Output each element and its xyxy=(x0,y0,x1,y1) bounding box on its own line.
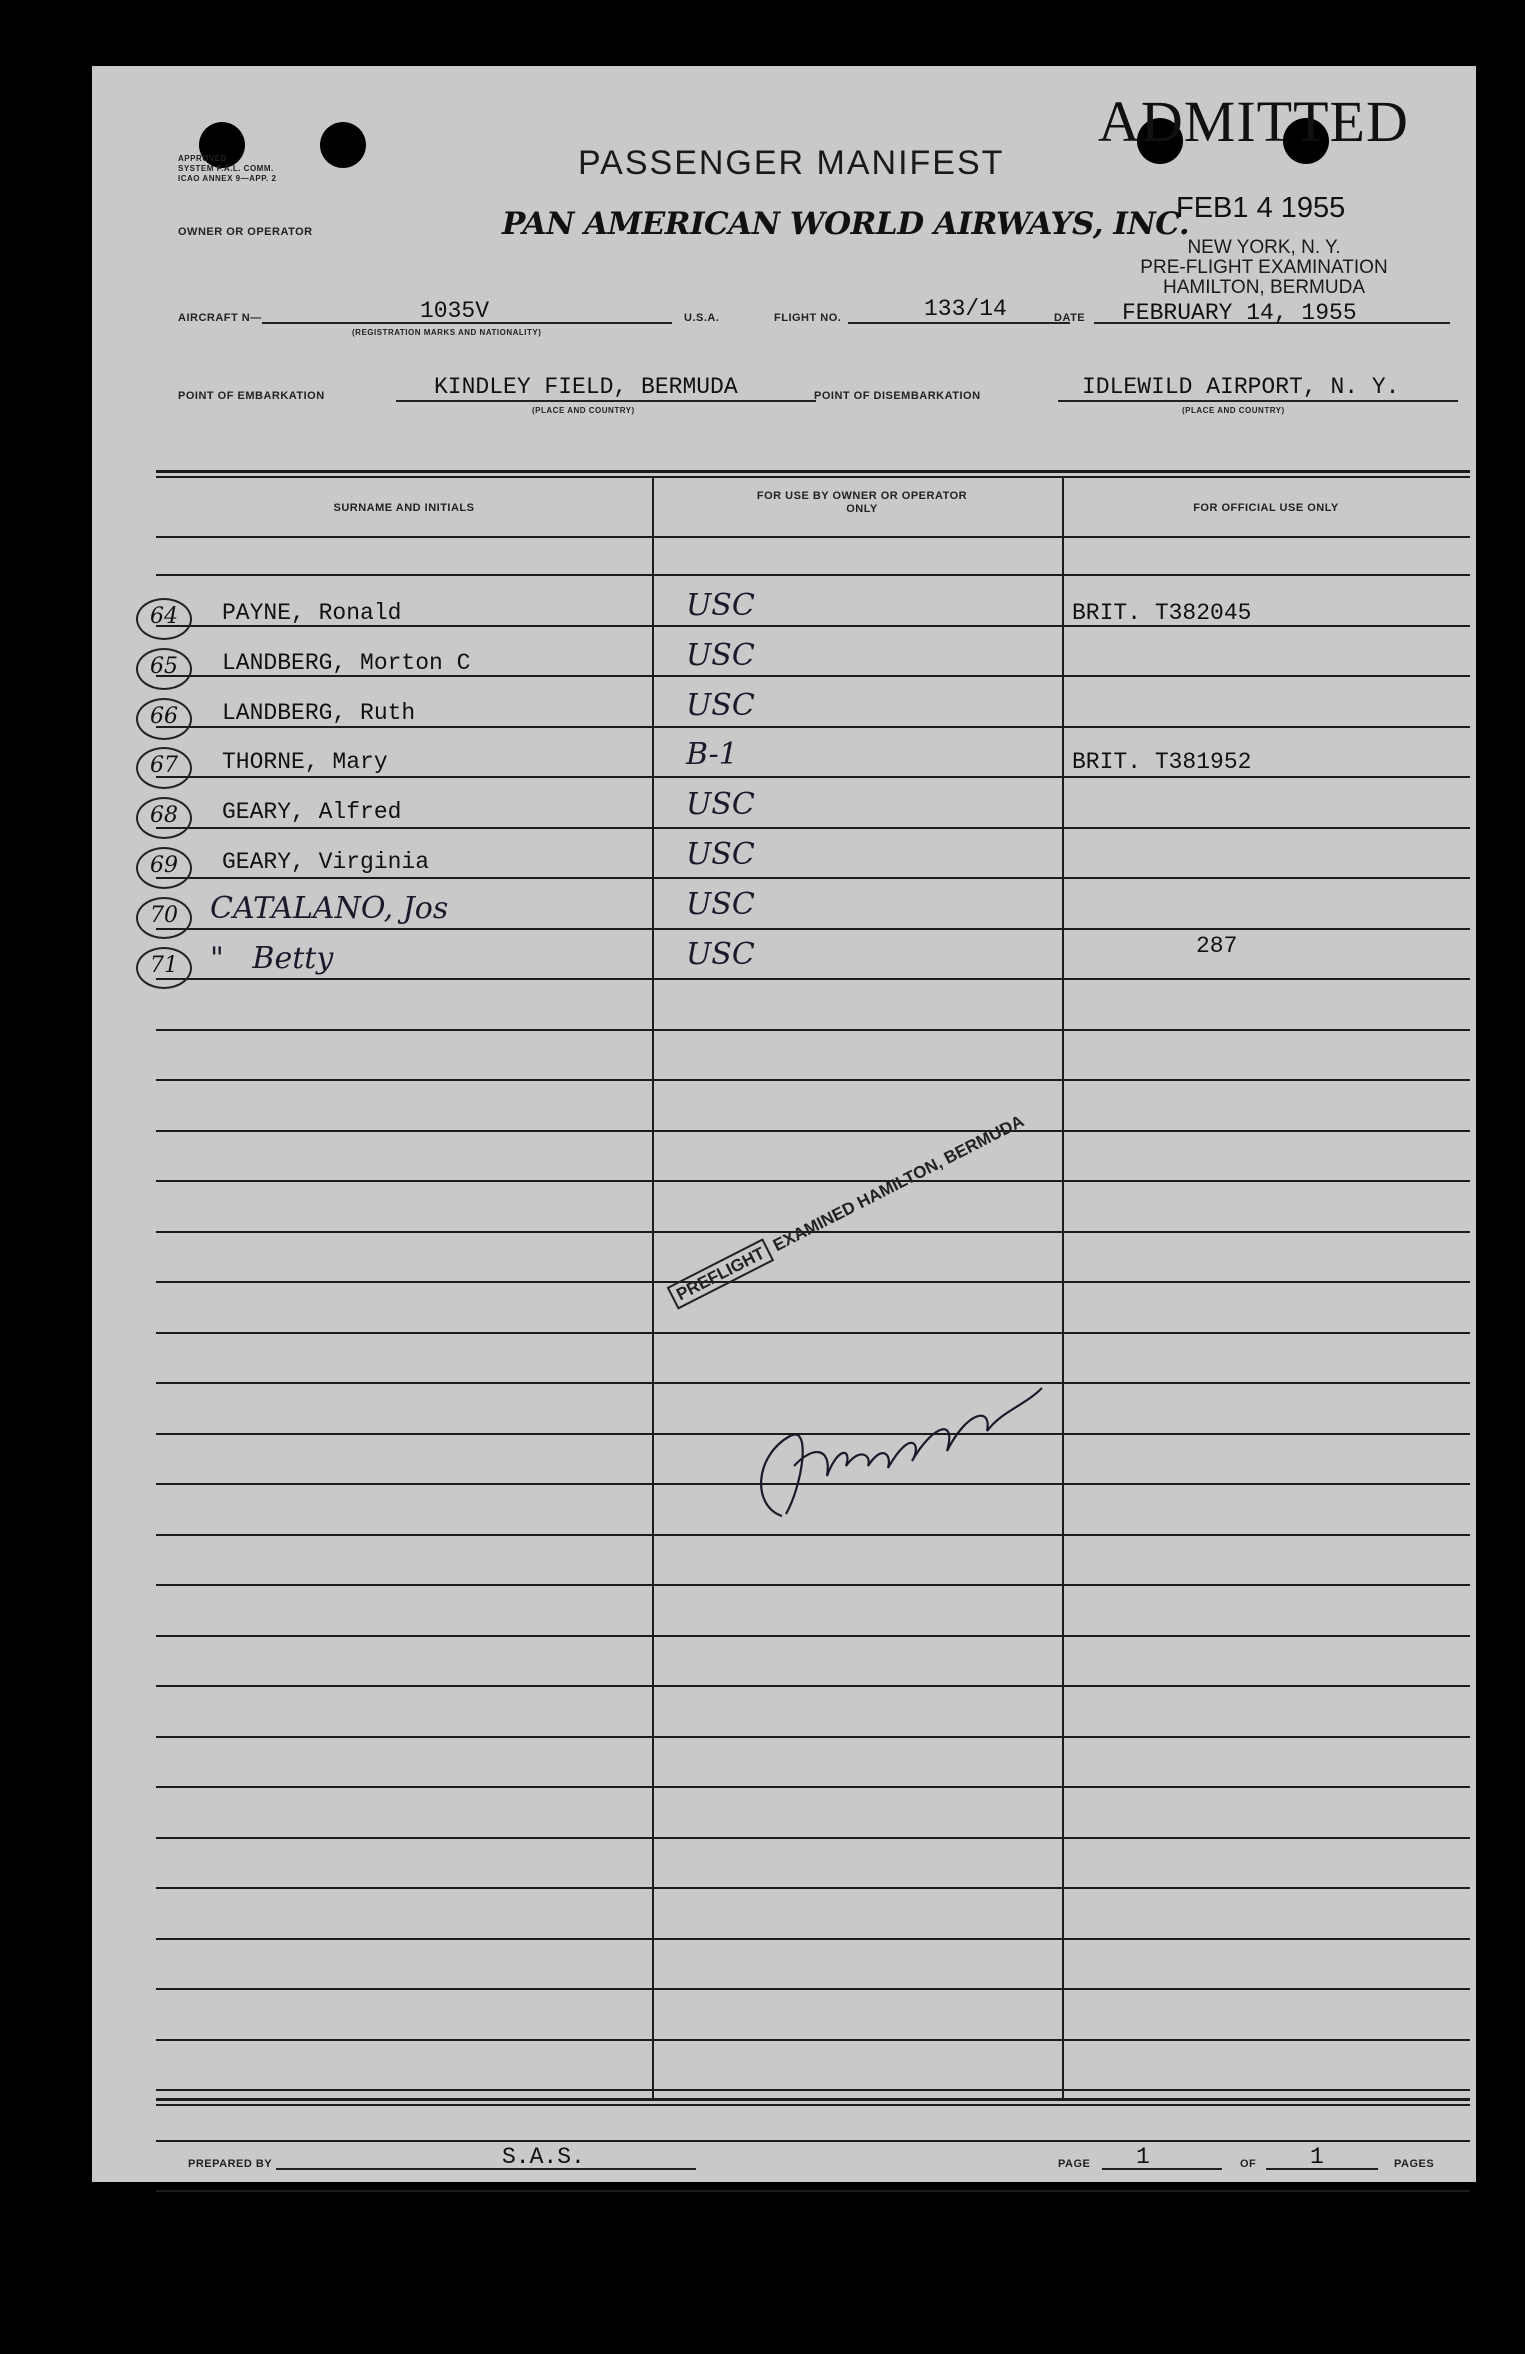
place-note: (PLACE AND COUNTRY) xyxy=(1182,406,1285,415)
row-line xyxy=(156,2089,1470,2091)
passenger-name: THORNE, Mary xyxy=(222,749,388,776)
column-header-official: FOR OFFICIAL USE ONLY xyxy=(1193,502,1339,514)
row-number-circle xyxy=(136,897,192,939)
row-number-circle xyxy=(136,847,192,889)
page-value: 1 xyxy=(1136,2144,1150,2170)
row-number-circle xyxy=(136,698,192,740)
row-line xyxy=(156,1029,1470,1031)
row-line xyxy=(156,1584,1470,1586)
official-entry: 287 xyxy=(1196,932,1238,959)
passenger-name: LANDBERG, Morton C xyxy=(222,649,471,676)
embark-label: POINT OF EMBARKATION xyxy=(178,390,325,402)
column-header-owner: FOR USE BY OWNER OR OPERATOR ONLY xyxy=(756,490,968,515)
disembark-label: POINT OF DISEMBARKATION xyxy=(814,390,981,402)
row-line xyxy=(156,1736,1470,1738)
passenger-status-code: B-1 xyxy=(686,737,738,773)
row-line xyxy=(156,1887,1470,1889)
table-row xyxy=(92,932,1476,989)
row-line xyxy=(156,1281,1470,1283)
row-number: 68 xyxy=(150,803,178,829)
table-row xyxy=(92,886,1476,939)
table-row xyxy=(92,837,1476,889)
row-number-circle xyxy=(136,747,192,789)
stamp-text: EXAMINED HAMILTON, BERMUDA xyxy=(769,1111,1028,1256)
passenger-name: GEARY, Virginia xyxy=(222,849,430,875)
table-row xyxy=(92,588,1476,640)
flight-no-value: 133/14 xyxy=(924,296,1007,322)
owner-label: OWNER OR OPERATOR xyxy=(178,226,313,238)
passenger-status-code: USC xyxy=(686,637,755,673)
passenger-status-code: USC xyxy=(686,886,755,922)
row-line xyxy=(156,1079,1470,1081)
pages-value: 1 xyxy=(1310,2144,1324,2170)
row-number: 67 xyxy=(150,753,178,779)
row-line xyxy=(156,574,1470,576)
date-value: FEBRUARY 14, 1955 xyxy=(1122,300,1357,326)
table-bottom-rule xyxy=(156,2098,1470,2101)
passenger-name: PAYNE, Ronald xyxy=(222,600,402,626)
table-top-rule xyxy=(156,476,1470,478)
column-header-name: SURNAME AND INITIALS xyxy=(333,502,475,514)
page-title: PASSENGER MANIFEST xyxy=(578,144,1005,182)
preflight-stamp xyxy=(668,1111,1027,1307)
row-line xyxy=(156,1635,1470,1637)
table-top-rule xyxy=(156,470,1470,473)
table-row xyxy=(92,687,1476,740)
prepared-by-value: S.A.S. xyxy=(502,2144,585,2170)
punch-hole xyxy=(320,122,366,168)
official-entry: BRIT. T381952 xyxy=(1072,749,1252,776)
passenger-status-code: USC xyxy=(686,687,755,723)
row-line xyxy=(156,1130,1470,1132)
aircraft-label: AIRCRAFT N— xyxy=(178,312,262,324)
approval-line: SYSTEM F.A.L. COMM. xyxy=(178,164,274,173)
manifest-sheet xyxy=(92,66,1476,2182)
disembark-value: IDLEWILD AIRPORT, N. Y. xyxy=(1082,374,1400,400)
row-number: 71 xyxy=(150,952,178,978)
stamp-line: NEW YORK, N. Y. xyxy=(1187,237,1341,258)
passenger-name: CATALANO, Jos xyxy=(210,890,449,926)
row-number-circle xyxy=(136,797,192,839)
date-stamp: FEB1 4 1955 xyxy=(1176,192,1346,224)
row-number: 70 xyxy=(150,902,178,928)
stamp-line: HAMILTON, BERMUDA xyxy=(1163,277,1365,298)
row-number-circle xyxy=(136,598,192,640)
owner-name: PAN AMERICAN WORLD AIRWAYS, INC. xyxy=(502,206,1190,242)
passenger-name: GEARY, Alfred xyxy=(222,799,402,826)
passenger-status-code: USC xyxy=(686,936,755,972)
row-line xyxy=(156,1180,1470,1182)
passenger-status-code: USC xyxy=(686,787,755,823)
row-line xyxy=(156,2190,1470,2192)
row-number: 66 xyxy=(150,703,178,729)
official-entry: BRIT. T382045 xyxy=(1072,600,1252,626)
row-line xyxy=(156,2039,1470,2041)
aircraft-value: 1035V xyxy=(420,298,490,324)
page-label: PAGE xyxy=(1058,2158,1091,2170)
table-row xyxy=(92,787,1476,839)
date-label: DATE xyxy=(1054,312,1086,324)
place-note: (PLACE AND COUNTRY) xyxy=(532,406,635,415)
row-number: 65 xyxy=(150,653,178,679)
table-row xyxy=(92,737,1476,789)
passenger-status-code: USC xyxy=(686,837,755,872)
usa-label: U.S.A. xyxy=(684,312,720,324)
registration-note: (REGISTRATION MARKS AND NATIONALITY) xyxy=(352,328,542,337)
approval-line: APPROVED xyxy=(178,154,227,163)
approval-block xyxy=(178,154,276,184)
passenger-status-code: USC xyxy=(686,588,755,623)
pages-label: PAGES xyxy=(1394,2158,1435,2170)
row-number-circle xyxy=(136,648,192,690)
row-line xyxy=(156,1837,1470,1839)
flight-no-label: FLIGHT NO. xyxy=(774,312,842,324)
header-rule xyxy=(156,536,1470,538)
stamp-boxed: PREFLIGHT xyxy=(667,1238,775,1309)
row-line xyxy=(156,2140,1470,2142)
row-line xyxy=(156,1938,1470,1940)
prepared-by-label: PREPARED BY xyxy=(188,2158,273,2170)
row-number: 64 xyxy=(150,604,178,629)
approval-line: ICAO ANNEX 9—APP. 2 xyxy=(178,174,277,183)
admitted-stamp: ADMITTED xyxy=(1098,89,1409,154)
row-number: 69 xyxy=(150,853,178,878)
embark-value: KINDLEY FIELD, BERMUDA xyxy=(434,374,738,400)
row-number-circle xyxy=(136,947,192,989)
passenger-name: " Betty xyxy=(210,940,334,976)
of-label: OF xyxy=(1240,2158,1257,2170)
passenger-name: LANDBERG, Ruth xyxy=(222,699,416,726)
examination-stamp xyxy=(1124,238,1404,298)
row-line xyxy=(156,1786,1470,1788)
table-row xyxy=(92,637,1476,690)
table-bottom-rule xyxy=(156,2104,1470,2106)
row-line xyxy=(156,1685,1470,1687)
examiner-signature xyxy=(742,1316,1062,1546)
row-line xyxy=(156,1988,1470,1990)
stamp-line: PRE-FLIGHT EXAMINATION xyxy=(1140,257,1388,278)
